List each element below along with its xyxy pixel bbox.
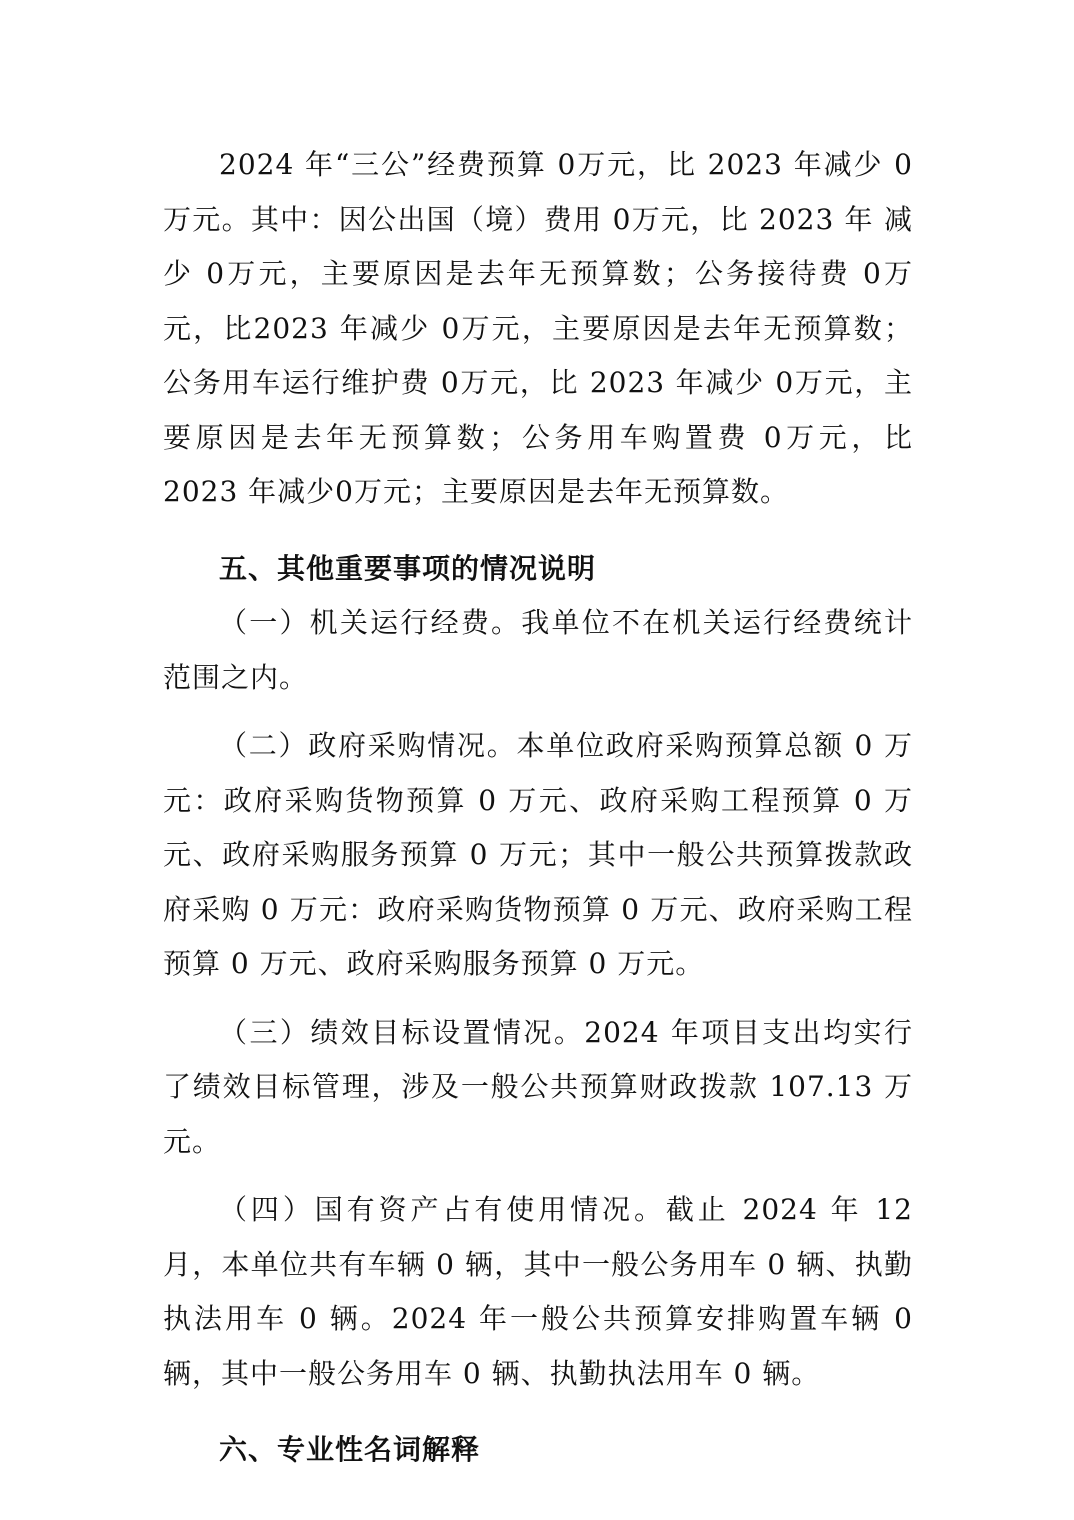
agency-operating-expenses-paragraph: （一）机关运行经费。我单位不在机关运行经费统计范围之内。	[163, 606, 913, 694]
performance-targets-paragraph: （三）绩效目标设置情况。2024 年项目支出均实行了绩效目标管理，涉及一般公共预算财政拨款 107.13 万元。	[163, 1015, 913, 1158]
state-assets-paragraph: （四）国有资产占有使用情况。截止 2024 年 12 月，本单位共有车辆 0 辆，其中一般公务用车 0 辆、执勤执法用车 0 辆。2024 年一般公共预算安排购置车辆 0 辆，其中一般公务用车 0 辆、执勤执法用车 0 辆。	[163, 1193, 913, 1390]
document-body	[163, 138, 913, 1478]
section-heading-terminology: 六、专业性名词解释	[219, 1433, 481, 1466]
government-procurement-paragraph: （二）政府采购情况。本单位政府采购预算总额 0 万元：政府采购货物预算 0 万元、政府采购工程预算 0 万元、政府采购服务预算 0 万元；其中一般公共预算拨款政府采购 0 万元：政府采购货物预算 0 万元、政府采购工程预算 0 万元、政府采购服务预算 0 万元。	[163, 729, 913, 980]
section-heading-other-matters: 五、其他重要事项的情况说明	[219, 551, 597, 585]
three-public-expenses-paragraph: 2024 年“三公”经费预算 0万元，比 2023 年减少 0万元。其中：因公出国（境）费用 0万元，比 2023 年 减少 0万元，主要原因是去年无预算数；公务接待费 0万元，比2023 年减少 0万元，主要原因是去年无预算数；公务用车运行维护费 0万元，比 2023 年减少 0万元，主要原因是去年无预算数；公务用车购置费 0万元，比 2023 年减少0万元；主要原因是去年无预算数。	[163, 148, 913, 508]
